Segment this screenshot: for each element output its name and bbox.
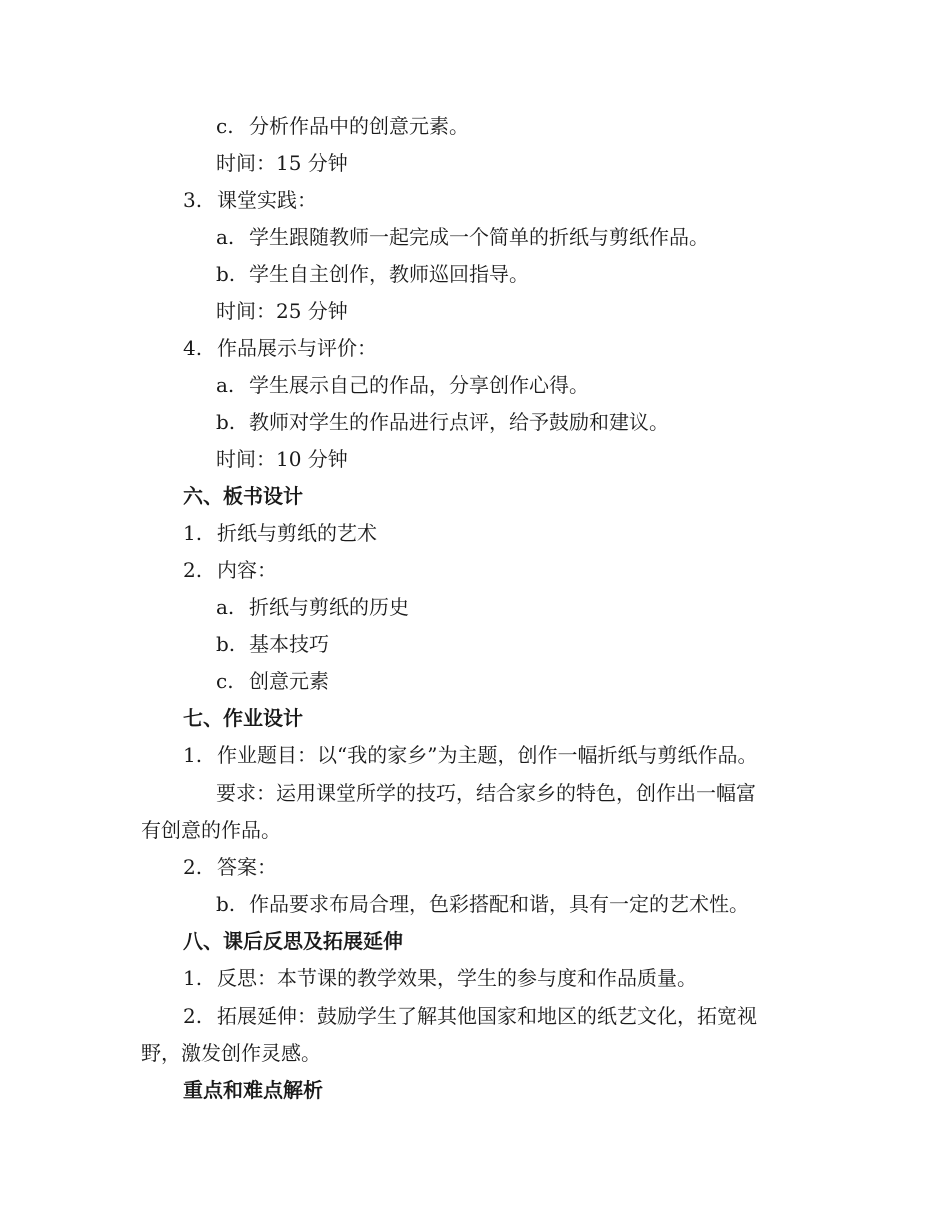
item-text: 作品要求布局合理，色彩搭配和谐，具有一定的艺术性。 [249, 892, 749, 916]
paragraph-line: 野，激发创作灵感。 [141, 1041, 321, 1065]
list-item [216, 408, 669, 436]
item-text: 课堂实践： [217, 188, 317, 212]
item-text: 折纸与剪纸的艺术 [217, 521, 377, 545]
item-text: 答案： [217, 855, 277, 879]
item-text: 拓展延伸：鼓励学生了解其他国家和地区的纸艺文化，拓宽视 [217, 1004, 757, 1028]
item-text: 作业题目：以“我的家乡”为主题，创作一幅折纸与剪纸作品。 [217, 743, 758, 767]
item-marker: 1. [183, 743, 203, 767]
list-item [216, 890, 749, 918]
section-heading: 六、板书设计 [183, 484, 303, 508]
item-text: 分析作品中的创意元素。 [249, 114, 469, 138]
item-marker: c. [216, 669, 234, 693]
paragraph-line: 要求：运用课堂所学的技巧，结合家乡的特色，创作出一幅富 [216, 781, 756, 805]
item-text: 创意元素 [249, 669, 329, 693]
list-item [216, 371, 589, 399]
list-item [216, 112, 469, 140]
item-marker: 2. [183, 558, 203, 582]
item-text: 作品展示与评价： [217, 336, 377, 360]
item-text: 内容： [217, 558, 277, 582]
item-marker: 2. [183, 855, 203, 879]
time-note: 时间：10 分钟 [216, 447, 348, 471]
item-marker: 3. [183, 188, 203, 212]
list-item [183, 519, 377, 547]
item-marker: 1. [183, 521, 203, 545]
item-text: 基本技巧 [249, 632, 329, 656]
time-note: 时间：25 分钟 [216, 299, 348, 323]
list-item [183, 186, 317, 214]
list-item [183, 741, 757, 769]
item-marker: 4. [183, 336, 203, 360]
section-heading: 八、课后反思及拓展延伸 [183, 929, 403, 953]
list-item [183, 1002, 757, 1030]
item-marker: b. [216, 410, 236, 434]
list-item [216, 593, 409, 621]
item-marker: 1. [183, 966, 203, 990]
list-item [183, 853, 277, 881]
item-text: 反思：本节课的教学效果，学生的参与度和作品质量。 [217, 966, 697, 990]
list-item [216, 630, 329, 658]
time-note: 时间：15 分钟 [216, 151, 348, 175]
section-heading: 重点和难点解析 [183, 1078, 323, 1102]
list-item [216, 260, 529, 288]
item-marker: 2. [183, 1004, 203, 1028]
item-marker: c. [216, 114, 234, 138]
list-item [183, 964, 697, 992]
list-item [216, 667, 329, 695]
item-marker: b. [216, 892, 236, 916]
item-marker: b. [216, 632, 236, 656]
list-item [216, 223, 709, 251]
item-marker: a. [216, 595, 235, 619]
list-item [183, 556, 277, 584]
item-text: 教师对学生的作品进行点评，给予鼓励和建议。 [249, 410, 669, 434]
item-text: 学生展示自己的作品，分享创作心得。 [249, 373, 589, 397]
list-item [183, 334, 377, 362]
item-marker: b. [216, 262, 236, 286]
item-marker: a. [216, 225, 235, 249]
item-text: 折纸与剪纸的历史 [249, 595, 409, 619]
paragraph-line: 有创意的作品。 [141, 818, 281, 842]
item-text: 学生自主创作，教师巡回指导。 [249, 262, 529, 286]
item-marker: a. [216, 373, 235, 397]
section-heading: 七、作业设计 [183, 706, 303, 730]
item-text: 学生跟随教师一起完成一个简单的折纸与剪纸作品。 [249, 225, 709, 249]
